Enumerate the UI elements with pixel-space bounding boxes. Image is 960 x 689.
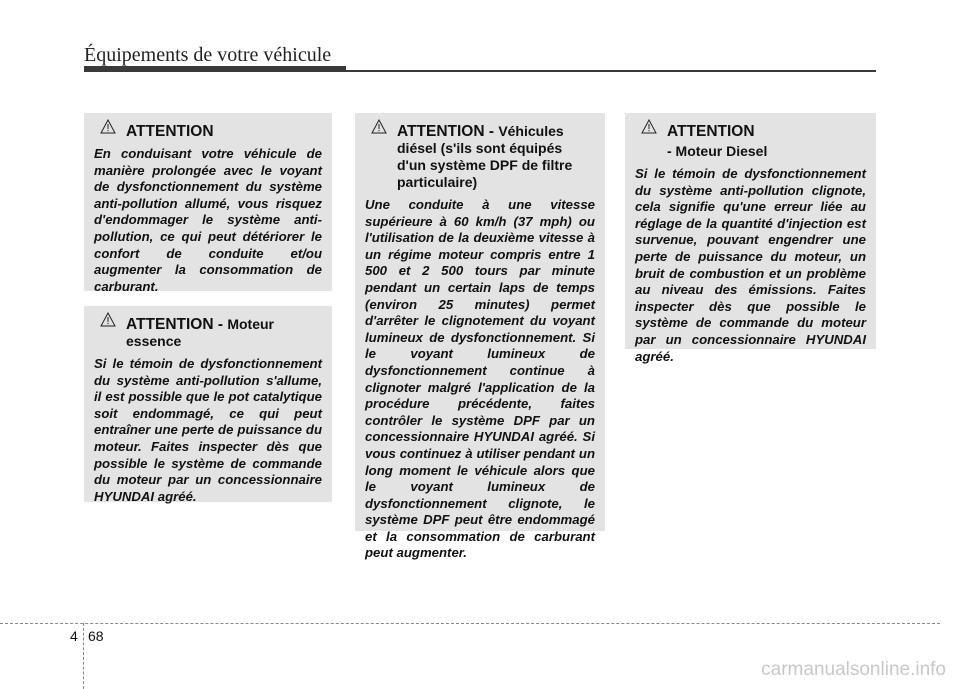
attention-box-header <box>635 123 866 160</box>
attention-body: Si le témoin de dysfonctionnement du système anti-pollution s'allume, il est possible que le pot catalytique soit endommagé, ce qui peut entraîner une perte de puissance du moteur. Faites inspecter dès que possible le système de commande du moteur par un concessionnaire HYUNDAI agréé. <box>94 356 322 504</box>
warning-triangle-icon <box>100 119 122 134</box>
attention-subtitle: - Moteur Diesel <box>667 143 768 159</box>
attention-body: En conduisant votre véhicule de manière prolongée avec le voyant de dysfonctionnement du système anti-pollution allumé, vous risquez d'endommager le système anti-pollution, ce qui peut détériorer le confort de conduite et/ou augmenter la consommation de carburant. <box>94 146 322 294</box>
chapter-number: 4 <box>70 628 78 644</box>
watermark-text: carmanualsonline.info <box>761 659 946 680</box>
attention-box-header <box>94 123 322 140</box>
attention-box-petrol <box>84 306 332 502</box>
warning-triangle-icon <box>371 119 393 134</box>
footer-dashed-divider <box>83 623 84 689</box>
page-header-title: Équipements de votre véhicule <box>84 44 332 66</box>
attention-title: ATTENTION <box>667 123 755 140</box>
page-number: 68 <box>88 628 104 644</box>
attention-body: Une conduite à une vitesse supérieure à 60 km/h (37 mph) ou l'utilisation de la deuxième vitesse à un régime moteur compris entre 1 500 et 2 500 tours par minute pendant un certain laps de temps (environ 25 minutes) permet d'arrêter le clignotement du voyant lumineux de dysfonctionnement. Si le voyant lumineux de dysfonctionnement continue à clignoter malgré l'application de la procédure précédente, faites contrôler le système DPF par un concessionnaire HYUNDAI agréé. Si vous continuez à utiliser pendant un long moment le véhicule alors que le voyant lumineux de dysfonctionnement clignote, le système DPF peut être endommagé et la consommation de carburant peut augmenter. <box>365 197 595 561</box>
footer-dashed-rule <box>0 623 940 624</box>
attention-box-header <box>94 316 322 350</box>
header-rule-thin <box>84 70 876 72</box>
attention-body: Si le témoin de dysfonctionnement du système anti-pollution clignote, cela signifie qu'une erreur liée au réglage de la quantité d'injection est survenue, pouvant engendrer une perte de puissance du moteur, un bruit de combustion et un problème au niveau des émissions. Faites inspecter dès que possible le système de commande du moteur par un concessionnaire HYUNDAI agréé. <box>635 166 866 364</box>
attention-box-diesel-dpf <box>355 113 605 561</box>
attention-box-diesel <box>625 113 876 364</box>
attention-box-general <box>84 113 332 294</box>
attention-subtitle: Moteur essence <box>126 316 274 349</box>
warning-triangle-icon <box>100 312 122 327</box>
warning-triangle-icon <box>641 119 663 134</box>
attention-box-header <box>365 123 595 191</box>
attention-subtitle: Véhicules diésel (s'ils sont équipés d'un système DPF de filtre particulaire) <box>397 123 573 190</box>
attention-title: ATTENTION - <box>126 316 228 333</box>
attention-title: ATTENTION - <box>397 123 499 140</box>
attention-title: ATTENTION <box>126 123 214 140</box>
